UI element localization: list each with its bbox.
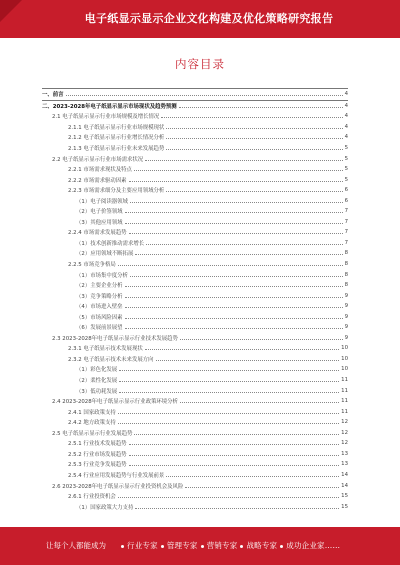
toc-leader-dots (185, 487, 339, 488)
toc-entry-text: （1）技术创新推动需求增长 (76, 240, 145, 247)
toc-entry[interactable] (42, 195, 348, 206)
toc-entry-page: 11 (341, 387, 348, 394)
toc-entry-text: 2.5 电子纸显示显示行业发展趋势 (52, 430, 133, 437)
header-banner (0, 0, 400, 38)
toc-leader-dots (130, 202, 343, 203)
toc-entry-page: 7 (344, 208, 348, 215)
toc-entry-text: 2.4.1 国家政策支持 (68, 409, 116, 416)
toc-entry[interactable] (42, 111, 348, 122)
toc-leader-dots (129, 233, 343, 234)
toc-entry-page: 11 (341, 408, 348, 415)
bullet-dot (240, 545, 243, 548)
toc-entry[interactable] (42, 153, 348, 164)
footer-slogan: 让每个人都能成为 (46, 541, 106, 550)
toc-entry[interactable] (42, 406, 348, 417)
toc-entry-page: 12 (341, 419, 348, 426)
toc-leader-dots (129, 444, 340, 445)
toc-entry-text: 2.1 电子纸显示显示行业市场规模及增长情况 (52, 114, 160, 121)
toc-leader-dots (118, 497, 339, 498)
toc-entry[interactable] (42, 428, 348, 439)
toc-entry[interactable] (42, 449, 348, 460)
toc-leader-dots (180, 339, 343, 340)
toc-entry-page: 9 (344, 292, 348, 299)
toc-entry-page: 7 (344, 229, 348, 236)
toc-entry-page: 6 (344, 197, 348, 204)
toc-entry[interactable] (42, 343, 348, 354)
toc-entry-page: 7 (344, 239, 348, 246)
toc-entry[interactable] (42, 333, 348, 344)
bullet-dot (161, 545, 164, 548)
toc-leader-dots (166, 149, 342, 150)
toc-entry-page: 5 (344, 166, 348, 173)
toc-leader-dots (146, 244, 342, 245)
toc-entry[interactable] (42, 364, 348, 375)
toc-entry[interactable] (42, 354, 348, 365)
toc-entry-text: （1）彩色化发展 (76, 367, 118, 374)
toc-entry[interactable] (42, 164, 348, 175)
toc-entry[interactable] (42, 491, 348, 502)
toc-leader-dots (135, 508, 339, 509)
toc-entry-page: 8 (344, 271, 348, 278)
toc-entry-text: 2.5.4 行业应用发展趋势与行业发展前景 (68, 472, 165, 479)
toc-entry-page: 5 (344, 176, 348, 183)
toc-entry[interactable] (42, 280, 348, 291)
toc-entry[interactable] (42, 322, 348, 333)
toc-entry-text: 2.2.4 市场需求发展趋势 (68, 230, 127, 237)
toc-entry-text: （3）竞争策略分析 (76, 293, 123, 300)
toc-leader-dots (129, 455, 340, 456)
toc-entry-text: 2.5.2 行业市场发展趋势 (68, 451, 127, 458)
toc-entry-page: 9 (344, 313, 348, 320)
toc-entry[interactable] (42, 269, 348, 280)
toc-entry[interactable] (42, 375, 348, 386)
toc-entry-page: 15 (341, 493, 348, 500)
report-title: 电子纸显示显示企业文化构建及优化策略研究报告 (84, 12, 334, 25)
toc-entry-page: 12 (341, 440, 348, 447)
footer-role: 营销专家 (206, 541, 238, 550)
toc-entry[interactable] (42, 459, 348, 470)
toc-entry-page: 4 (344, 113, 348, 120)
toc-entry[interactable] (42, 417, 348, 428)
toc-entry-page: 11 (341, 377, 348, 384)
toc-entry-page: 7 (344, 218, 348, 225)
toc-leader-dots (119, 381, 339, 382)
toc-entry[interactable] (42, 100, 348, 112)
toc-leader-dots (156, 360, 340, 361)
toc-entry[interactable] (42, 438, 348, 449)
toc-entry[interactable] (42, 206, 348, 217)
toc-leader-dots (118, 413, 339, 414)
toc-leader-dots (66, 95, 343, 96)
toc-entry-text: 二、2023-2028年电子纸显示显示市场现状及趋势预测 (42, 103, 177, 110)
toc-entry-page: 10 (341, 355, 348, 362)
toc-entry[interactable] (42, 132, 348, 143)
toc-leader-dots (180, 402, 339, 403)
toc-leader-dots (129, 465, 340, 466)
toc-leader-dots (134, 434, 339, 435)
toc-entry[interactable] (42, 301, 348, 312)
toc-entry-text: （2）电子价签领域 (76, 209, 123, 216)
toc-entry-page: 14 (341, 482, 348, 489)
toc-entry-text: （3）其他应用领域 (76, 219, 123, 226)
toc-entry-text: 2.4.2 地方政策支持 (68, 420, 116, 427)
toc-leader-dots (125, 307, 343, 308)
toc-entry-page: 8 (344, 261, 348, 268)
toc-entry-page: 5 (344, 145, 348, 151)
toc-leader-dots (179, 107, 343, 108)
toc-entry-text: 2.6 2023-2028年电子纸显示显示行业投资机会及风险 (52, 483, 184, 490)
footer-role: 成功企业家…… (286, 541, 341, 550)
toc-entry-text: 2.3 2023-2028年电子纸显示显示行业技术发展趋势 (52, 335, 178, 342)
bullet-dot (201, 545, 204, 548)
toc-leader-dots (166, 191, 342, 192)
toc-entry-text: （1）市场集中度分析 (76, 272, 128, 279)
toc-entry[interactable] (42, 248, 348, 259)
toc-entry-text: 2.5.3 行业竞争发展趋势 (68, 462, 127, 469)
toc-entry[interactable] (42, 470, 348, 481)
toc-entry[interactable] (42, 311, 348, 322)
toc-entry-page: 10 (341, 345, 348, 352)
toc-entry[interactable] (42, 143, 348, 154)
toc-entry-text: （2）柔性化发展 (76, 378, 118, 385)
footer-role: 战略专家 (246, 541, 278, 550)
toc-leader-dots (119, 370, 339, 371)
toc-entry-text: 2.2.5 市场竞争格局 (68, 262, 116, 269)
toc-leader-dots (145, 349, 339, 350)
toc-entry[interactable] (42, 174, 348, 185)
toc-entry-text: 2.3.2 电子纸显示技术未来发展方向 (68, 356, 154, 363)
toc-entry-text: 2.3.1 电子纸显示技术发展现状 (68, 346, 143, 353)
footer-role: 行业专家 (127, 541, 158, 550)
toc-entry-text: 2.2 电子纸显示显示行业市场需求状况 (52, 156, 144, 163)
toc-entry-page: 12 (341, 429, 348, 436)
toc-entry-page: 8 (344, 282, 348, 289)
toc-leader-dots (166, 128, 342, 129)
toc-entry-page: 13 (341, 461, 348, 468)
toc-leader-dots (118, 423, 339, 424)
toc-entry[interactable] (42, 217, 348, 228)
toc-entry-page: 4 (344, 134, 348, 141)
toc-leader-dots (130, 276, 343, 277)
toc-entry[interactable] (42, 88, 348, 100)
toc-entry-page: 13 (341, 450, 348, 457)
toc-entry[interactable] (42, 227, 348, 238)
footer-roles (118, 527, 340, 565)
toc-entry-text: （2）应用领域不断拓展 (76, 251, 134, 258)
toc-leader-dots (119, 392, 339, 393)
toc-entry-page: 9 (344, 324, 348, 331)
toc-entry-page: 6 (344, 187, 348, 194)
toc-entry-text: 2.4 2023-2028年电子纸显示显示行业政策环境分析 (52, 399, 178, 406)
toc-entry-page: 5 (344, 155, 348, 162)
toc-entry-text: （5）市场风险因素 (76, 314, 123, 321)
toc-entry-page: 9 (344, 334, 348, 341)
toc-entry-text: 一、前言 (42, 92, 64, 99)
toc-entry[interactable] (42, 290, 348, 301)
toc-entry-page: 10 (341, 366, 348, 373)
toc-entry[interactable] (42, 259, 348, 270)
toc-entry-text: （6）发展前景展望 (76, 325, 123, 332)
toc-leader-dots (135, 254, 342, 255)
toc-entry-text: 2.5.1 行业技术发展趋势 (68, 441, 127, 448)
footer-banner (0, 527, 400, 565)
toc-entry-page: 11 (341, 398, 348, 405)
toc-leader-dots (166, 476, 339, 477)
toc-entry-text: 2.6.1 行业投资机会 (68, 494, 116, 501)
toc-entry-page: 4 (344, 91, 348, 98)
toc-entry-page: 14 (341, 471, 348, 478)
toc-entry-page: 9 (344, 303, 348, 310)
toc-leader-dots (134, 170, 343, 171)
toc-entry-text: 2.1.2 电子纸显示显示行业增长情况分析 (68, 135, 165, 142)
toc-entry-page: 4 (344, 123, 348, 130)
toc-entry-text: 2.2.3 市场需求细分及主要应用领域分析 (68, 188, 165, 195)
toc-entry[interactable] (42, 480, 348, 491)
toc-entry[interactable] (42, 385, 348, 396)
toc-entry-text: 2.2.1 市场需求现状及特点 (68, 167, 132, 174)
toc-leader-dots (166, 138, 342, 139)
toc-leader-dots (145, 160, 342, 161)
toc-leader-dots (125, 318, 343, 319)
toc-leader-dots (125, 286, 343, 287)
toc-leader-dots (125, 223, 343, 224)
toc-leader-dots (118, 265, 343, 266)
toc-entry[interactable] (42, 396, 348, 407)
toc-entry-page: 8 (344, 250, 348, 257)
toc-entry-text: （4）市场进入壁垒 (76, 304, 123, 311)
toc-entry-text: （3）低功耗发展 (76, 388, 118, 395)
bullet-dot (280, 545, 283, 548)
toc-entry-text: 2.2.2 市场需求驱动因素 (68, 177, 127, 184)
toc-leader-dots (125, 297, 343, 298)
toc-entry[interactable] (42, 122, 348, 133)
bullet-dot (121, 545, 124, 548)
toc-leader-dots (161, 117, 342, 118)
footer-role: 管理专家 (166, 541, 198, 550)
toc-entry-page: 4 (344, 102, 348, 109)
toc-entry-text: 2.1.1 电子纸显示显示行业市场规模现状 (68, 124, 165, 131)
toc-leader-dots (125, 328, 343, 329)
toc-entry[interactable] (42, 185, 348, 196)
toc-leader-dots (125, 212, 343, 213)
toc-entry[interactable] (42, 501, 348, 512)
banner-corner-decoration (0, 0, 22, 22)
toc-entry-text: （1）国家政策大力支持 (76, 504, 134, 511)
toc-entry-text: （2）主要企业分析 (76, 283, 123, 290)
toc-leader-dots (129, 181, 343, 182)
toc-entry-page: 15 (341, 503, 348, 510)
toc-entry-text: （1）电子阅读器领域 (76, 198, 128, 205)
toc-entry[interactable] (42, 238, 348, 249)
toc-title: 内容目录 (175, 57, 225, 71)
toc-entry-text: 2.1.3 电子纸显示显示行业未来发展趋势 (68, 146, 165, 152)
table-of-contents (42, 88, 348, 512)
